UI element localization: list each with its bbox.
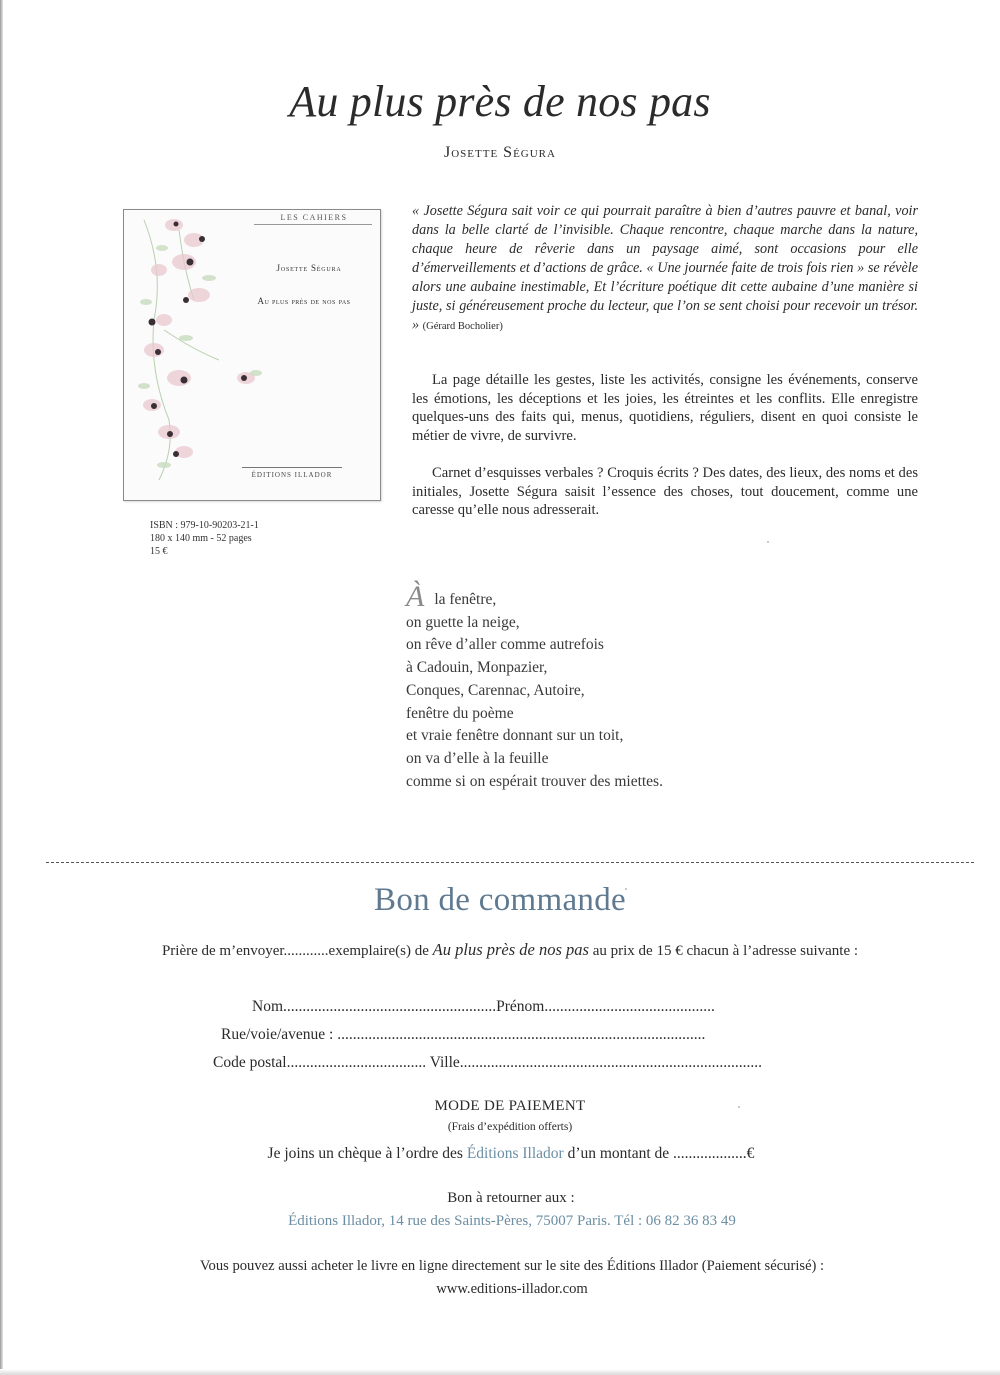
book-title: Au plus près de nos pas — [289, 77, 711, 126]
poem-line: on guette la neige, — [406, 613, 520, 631]
poem-line: et vraie fenêtre donnant sur un toit, — [406, 727, 624, 745]
request-prefix: Prière de m’envoyer............exemplaire(s) de — [161, 943, 433, 959]
quote-text: « Josette Ségura sait voir ce qui pourrait paraître à bien d’autres pauvre et banal, voir dans la belle clarté de l’invisible. Chaque rencontre, chaque marche dans la nature, chaque heure de rêverie dans un paysage aimé, sont occasions pour elle d’émerveillements et d’actions de grâce. « Une journée faite de trois fois rien » se révèle alors une aubaine inestimable, Et l’écriture poétique dit cette aubaine d’une manière si juste, si généreusement proche du lecteur, que l’on se sent choisi pour recevoir un trésor. » — [412, 203, 918, 333]
poem-excerpt — [406, 580, 663, 793]
payment-note: (Frais d’expédition offerts) — [447, 1121, 573, 1133]
review-quote — [412, 202, 918, 336]
payment-publisher: Éditions Illador — [466, 1145, 564, 1162]
poem-line: on va d’elle à la feuille — [406, 749, 549, 767]
poem-first-line: la fenêtre, — [434, 591, 497, 608]
website-link[interactable]: www.editions-illador.com — [436, 1281, 588, 1297]
book-price: 15 € — [150, 546, 168, 557]
payment-heading: MODE DE PAIEMENT — [434, 1098, 586, 1114]
poem-line: on rêve d’aller comme autrefois — [406, 636, 604, 654]
description-paragraph: Carnet d’esquisses verbales ? Croquis écrits ? Des dates, des lieux, des noms et des initiales, Josette Ségura saisit l’essence des choses, tout doucement, comme une caresse qu’elle nous adresserait. — [412, 465, 918, 518]
request-book-title: Au plus près de nos pas — [432, 940, 589, 959]
page-edge-shadow — [0, 1369, 1000, 1375]
page-edge-shadow — [0, 0, 3, 1375]
book-cover-image — [123, 209, 381, 501]
scan-speck — [767, 541, 769, 543]
payment-suffix[interactable]: d’un montant de ...................€ — [563, 1145, 755, 1162]
poem-line: fenêtre du poème — [406, 704, 514, 722]
poem-dropcap: À — [406, 580, 425, 613]
payment-line — [0, 1145, 1000, 1163]
return-heading: Bon à retourner aux : — [447, 1190, 575, 1206]
order-form-title: Bon de commande — [374, 882, 626, 918]
book-format: 180 x 140 mm - 52 pages — [150, 533, 252, 544]
poem-line: comme si on espérait trouver des miettes. — [406, 772, 663, 790]
author-name: Josette Ségura — [444, 144, 556, 161]
cut-line-divider — [46, 862, 974, 863]
postal-city-field-line[interactable]: Code postal.................................... Ville.............................................................................. — [213, 1054, 763, 1071]
payment-prefix: Je joins un chèque à l’ordre des — [267, 1145, 467, 1162]
isbn: ISBN : 979-10-90203-21-1 — [150, 520, 259, 531]
cover-series-label: LES CAHIERS — [280, 213, 348, 222]
street-field-line[interactable]: Rue/voie/avenue : ............................................................................................... — [221, 1026, 706, 1043]
cover-title: Au plus près de nos pas — [257, 296, 351, 306]
quote-author: (Gérard Bocholier) — [422, 321, 503, 332]
cover-author: Josette Ségura — [276, 263, 342, 273]
cover-divider — [242, 467, 342, 468]
book-metadata — [150, 519, 259, 558]
name-field-line[interactable]: Nom.......................................................Prénom............................................ — [252, 998, 715, 1015]
cover-divider — [254, 224, 372, 225]
cover-publisher: ÉDITIONS ILLADOR — [251, 471, 333, 479]
request-suffix: au prix de 15 € chacun à l’adresse suivante : — [588, 943, 859, 959]
poem-line: Conques, Carennac, Autoire, — [406, 681, 585, 699]
description-paragraph: La page détaille les gestes, liste les activités, consigne les événements, conserve les émotions, les déceptions et les joies, les étreintes et les conflits. Elle enregistre quelques-uns des faits qui, menus, quotidiens, réguliers, disent en quoi consiste le métier de vivre, de survivre. — [412, 372, 918, 444]
flower-illustration — [124, 210, 380, 500]
return-address: Éditions Illador, 14 rue des Saints-Pères, 75007 Paris. Tél : 06 82 36 83 49 — [288, 1213, 736, 1229]
poem-line: à Cadouin, Monpazier, — [406, 659, 548, 677]
order-request-line — [0, 940, 1000, 960]
poem-line — [406, 580, 663, 613]
online-purchase-text: Vous pouvez aussi acheter le livre en ligne directement sur le site des Éditions Illador (Paiement sécurisé) : — [199, 1258, 825, 1274]
